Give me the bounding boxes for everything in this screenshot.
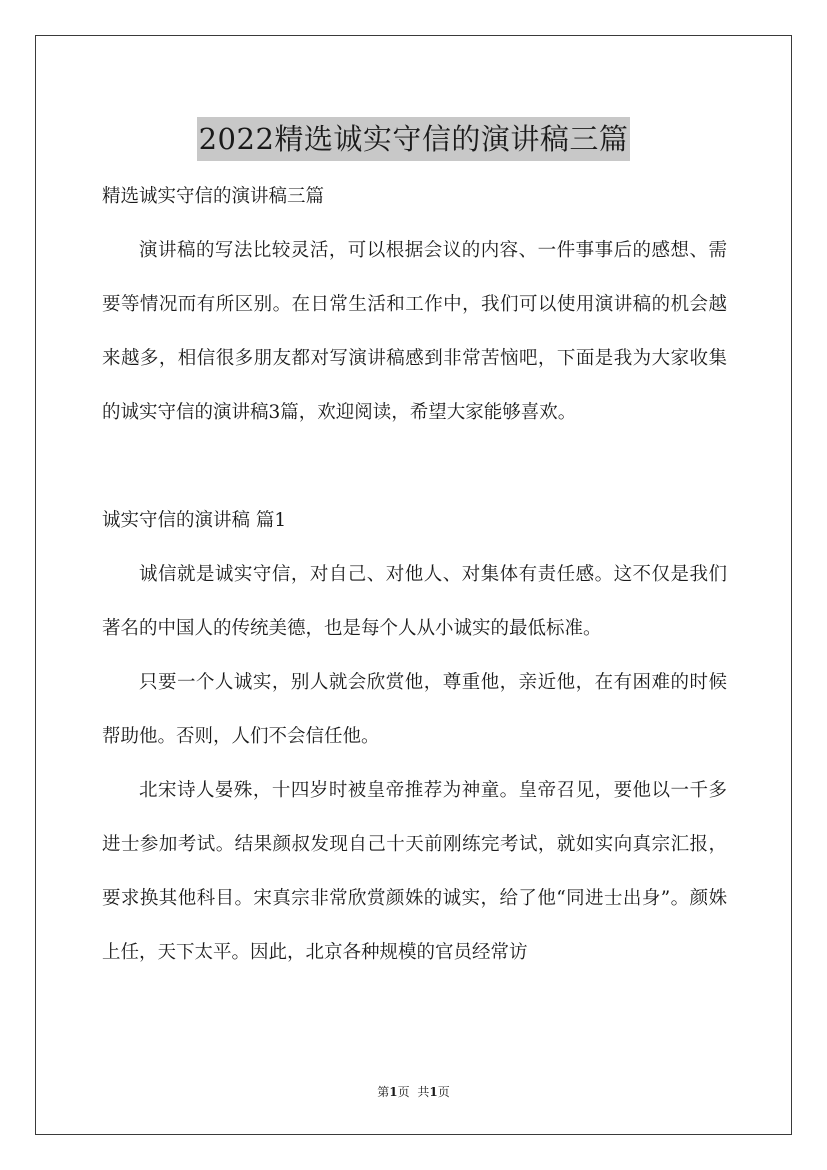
document-subtitle: 精选诚实守信的演讲稿三篇 bbox=[102, 186, 325, 207]
intro-paragraph: 演讲稿的写法比较灵活，可以根据会议的内容、一件事事后的感想、需要等情况而有所区别。在日常生活和工作中，我们可以使用演讲稿的机会越来越多，相信很多朋友都对写演讲稿感到非常苦恼吧，下面是我为大家收集的诚实守信的演讲稿3篇，欢迎阅读，希望大家能够喜欢。 bbox=[102, 240, 727, 423]
footer-total-pages: 1 bbox=[429, 1085, 438, 1099]
document-title: 2022精选诚实守信的演讲稿三篇 bbox=[197, 117, 631, 161]
body-paragraph: 诚信就是诚实守信，对自己、对他人、对集体有责任感。这不仅是我们著名的中国人的传统美德，也是每个人从小诚实的最低标准。 bbox=[102, 564, 727, 639]
body-paragraph: 北宋诗人晏殊，十四岁时被皇帝推荐为神童。皇帝召见，要他以一千多进士参加考试。结果颜叔发现自己十天前刚练完考试，就如实向真宗汇报，要求换其他科目。宋真宗非常欣赏颜姝的诚实，给了他“同进士出身”。颜姝上任，天下太平。因此，北京各种规模的官员经常访 bbox=[102, 780, 727, 963]
title-container bbox=[0, 98, 827, 181]
footer-total-prefix: 共 bbox=[417, 1085, 430, 1099]
footer-page-label: 页 bbox=[397, 1085, 410, 1099]
body-paragraph: 只要一个人诚实，别人就会欣赏他，尊重他，亲近他，在有困难的时候帮助他。否则，人们不会信任他。 bbox=[102, 672, 727, 747]
section-spacer bbox=[102, 440, 727, 494]
footer-page-number: 1 bbox=[389, 1085, 398, 1099]
page-footer bbox=[0, 1083, 827, 1100]
section-heading: 诚实守信的演讲稿 篇1 bbox=[102, 510, 287, 531]
footer-total-label: 页 bbox=[437, 1085, 450, 1099]
footer-prefix: 第 bbox=[377, 1085, 390, 1099]
document-body bbox=[102, 170, 727, 980]
